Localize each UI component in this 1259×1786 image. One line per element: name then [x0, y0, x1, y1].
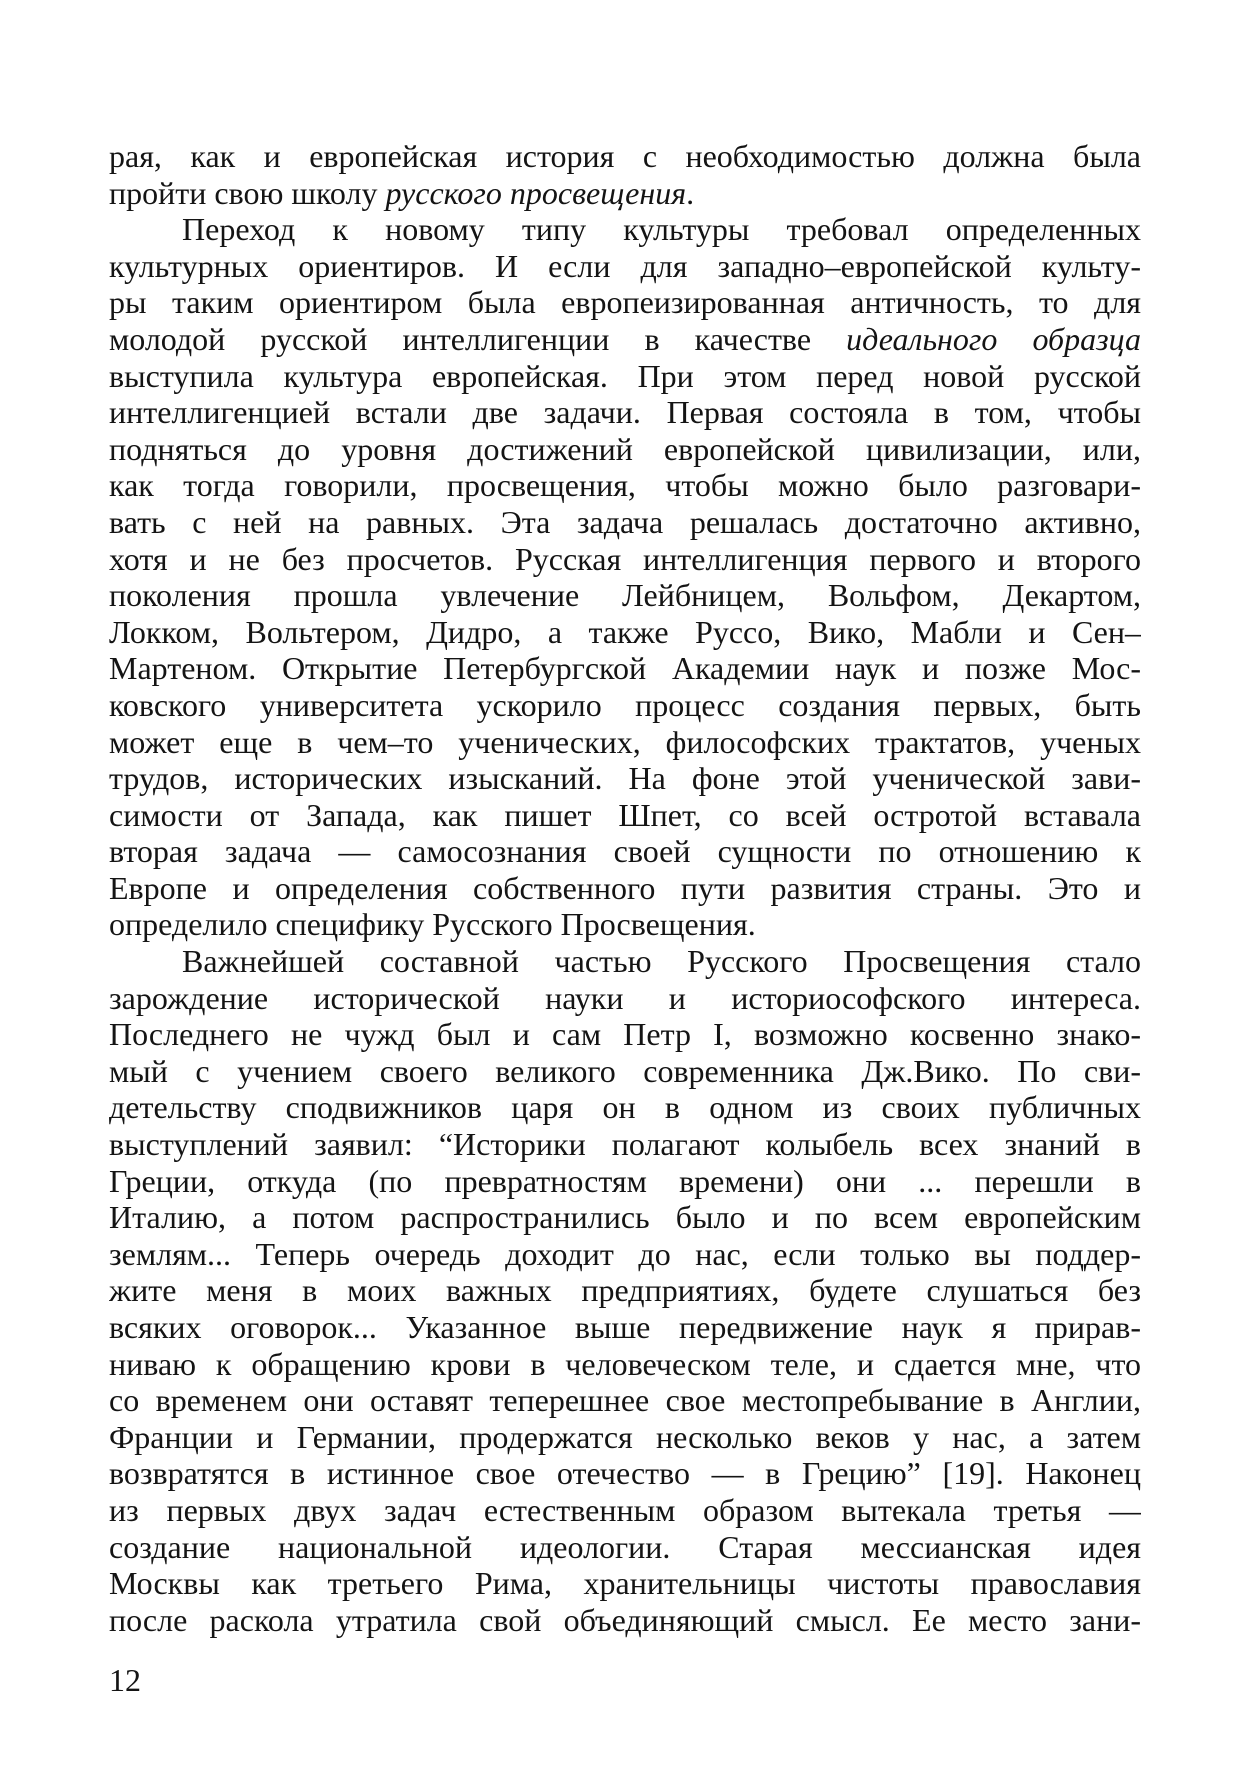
text-line: Франции и Германии, продержатся несколько веков у нас, а затем [109, 1418, 1141, 1455]
text-line: как тогда говорили, просвещения, чтобы можно было разговари- [109, 467, 1141, 504]
page-number: 12 [109, 1662, 141, 1698]
text-line: со временем они оставят теперешнее свое местопребывание в Англии, [109, 1382, 1141, 1419]
text-line: из первых двух задач естественным образом вытекала третья — [109, 1491, 1141, 1528]
text-line: жите меня в моих важных предприятиях, будете слушаться без [109, 1272, 1141, 1309]
text-line: вать с ней на равных. Эта задача решалась достаточно активно, [109, 503, 1141, 540]
text-line: симости от Запада, как пишет Шпет, со всей остротой вставала [109, 796, 1141, 833]
italic-term: русского просвещения [385, 174, 687, 211]
italic-term: идеального образца [846, 320, 1141, 357]
text-line: пройти свою школу русского просвещения. [109, 174, 695, 211]
text-line: хотя и не без просчетов. Русская интеллигенция первого и второго [109, 540, 1141, 577]
text-line: землям... Теперь очередь доходит до нас, если только вы поддер- [109, 1235, 1141, 1272]
text-line: подняться до уровня достижений европейской цивилизации, или, [109, 430, 1141, 467]
text-line: ковского университета ускорило процесс создания первых, быть [109, 686, 1141, 723]
text-line: ниваю к обращению крови в человеческом теле, и сдается мне, что [109, 1345, 1141, 1382]
text-line: ры таким ориентиром была европеизированная античность, то для [109, 284, 1141, 321]
text-line: возвратятся в истинное свое отечество — в Грецию” [19]. Наконец [109, 1455, 1141, 1492]
text-line: может еще в чем–то ученических, философских трактатов, ученых [109, 723, 1141, 760]
text-line: поколения прошла увлечение Лейбницем, Вольфом, Декартом, [109, 577, 1141, 614]
text-line: Москвы как третьего Рима, хранительницы чистоты православия [109, 1565, 1141, 1602]
text-line: после раскола утратила свой объединяющий смысл. Ее место зани- [109, 1601, 1141, 1638]
text-line: Важнейшей составной частью Русского Просвещения стало [182, 943, 1141, 980]
text-line: всяких оговорок... Указанное выше передвижение наук я прирав- [109, 1309, 1141, 1345]
text-line: интеллигенцией встали две задачи. Первая состояла в том, чтобы [109, 394, 1141, 431]
text-line: Италию, а потом распространились было и по всем европейским [109, 1199, 1141, 1236]
text-line: Последнего не чужд был и сам Петр I, возможно косвенно знако- [109, 1016, 1141, 1053]
text-line: Локком, Вольтером, Дидро, а также Руссо, Вико, Мабли и Сен– [109, 613, 1141, 650]
text-line: Греции, откуда (по превратностям времени) они ... перешли в [109, 1162, 1141, 1199]
text-line: зарождение исторической науки и историософского интереса. [109, 979, 1141, 1016]
text-line: вторая задача — самосознания своей сущности по отношению к [109, 833, 1141, 870]
text-line: трудов, исторических изысканий. На фоне этой ученической зави- [109, 760, 1141, 797]
text-line: молодой русской интеллигенции в качестве идеального образца [109, 320, 1141, 357]
text-line: мый с учением своего великого современника Дж.Вико. По сви- [109, 1052, 1141, 1089]
text-line: Переход к новому типу культуры требовал определенных [182, 211, 1141, 248]
text-line: культурных ориентиров. И если для западно–европейской культу- [109, 247, 1141, 284]
text-line: выступлений заявил: “Историки полагают колыбель всех знаний в [109, 1126, 1141, 1163]
text-line: определило специфику Русского Просвещения. [109, 906, 756, 943]
page-text [109, 138, 1141, 1638]
text-line: создание национальной идеологии. Старая мессианская идея [109, 1528, 1141, 1565]
text-line: детельству сподвижников царя он в одном из своих публичных [109, 1089, 1141, 1126]
text-line: выступила культура европейская. При этом перед новой русской [109, 357, 1141, 394]
text-line: Мартеном. Открытие Петербургской Академии наук и позже Мос- [109, 650, 1141, 687]
text-line: рая, как и европейская история с необходимостью должна была [109, 138, 1141, 174]
text-line: Европе и определения собственного пути развития страны. Это и [109, 869, 1141, 906]
